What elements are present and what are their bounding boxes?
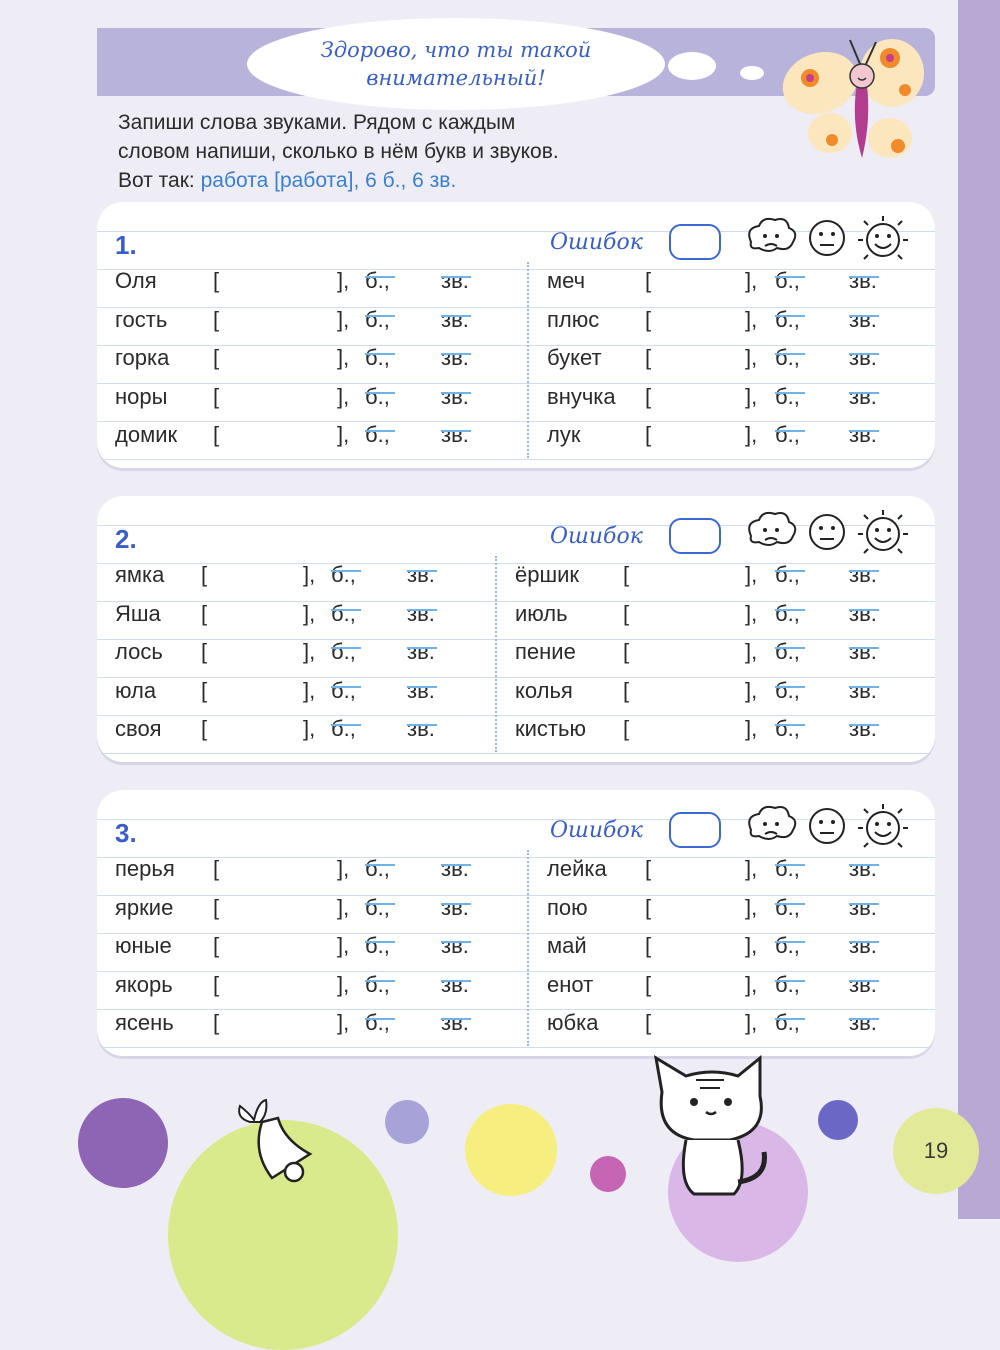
exercise-row xyxy=(97,710,935,748)
exercise-row xyxy=(97,927,935,965)
letters-label: б., xyxy=(365,933,390,958)
word: гость xyxy=(115,306,168,332)
sounds-label: зв. xyxy=(849,639,877,664)
word: юные xyxy=(115,933,172,958)
errors-label: Ошибок xyxy=(550,230,643,255)
open-bracket: [ xyxy=(213,306,220,332)
open-bracket: [ xyxy=(645,894,652,920)
sounds-count[interactable] xyxy=(849,301,877,339)
exercise-row xyxy=(97,633,935,671)
letters-count[interactable] xyxy=(775,556,800,594)
sounds-count[interactable] xyxy=(849,710,877,748)
letters-label: б., xyxy=(365,422,390,447)
close-bracket: ], xyxy=(303,716,316,741)
open-bracket: [ xyxy=(623,600,630,626)
letters-label: б., xyxy=(331,562,356,587)
open-bracket: [ xyxy=(645,268,652,293)
sounds-blank[interactable] xyxy=(849,927,879,943)
errors-input[interactable] xyxy=(669,518,721,554)
sounds-blank[interactable] xyxy=(849,262,879,278)
sounds-blank[interactable] xyxy=(849,416,879,432)
sounds-label: зв. xyxy=(849,971,877,997)
letters-blank[interactable] xyxy=(775,966,805,982)
exercise-row xyxy=(97,1004,935,1042)
letters-count[interactable] xyxy=(775,416,800,454)
close-bracket: ], xyxy=(745,716,758,741)
decor-circle xyxy=(465,1104,557,1196)
letters-label: б., xyxy=(775,562,800,587)
sounds-label: зв. xyxy=(441,933,469,958)
letters-blank[interactable] xyxy=(775,556,805,572)
letters-label: б., xyxy=(365,345,390,370)
instruction-prefix: Вот так: xyxy=(118,169,195,192)
close-bracket: ], xyxy=(745,971,758,997)
close-bracket: ], xyxy=(337,345,350,370)
close-bracket: ], xyxy=(745,306,758,332)
letters-blank[interactable] xyxy=(775,595,805,611)
word: якорь xyxy=(115,971,173,997)
exercise-panel xyxy=(97,202,935,468)
word: ёршик xyxy=(515,562,580,587)
sounds-count[interactable] xyxy=(849,595,877,633)
cloud-mood-icon[interactable] xyxy=(749,513,795,545)
exercise-panel xyxy=(97,496,935,762)
letters-count[interactable] xyxy=(775,595,800,633)
open-bracket: [ xyxy=(213,422,220,447)
open-bracket: [ xyxy=(645,422,652,447)
letters-count[interactable] xyxy=(775,889,800,927)
sounds-label: зв. xyxy=(441,856,469,881)
open-bracket: [ xyxy=(645,971,652,997)
errors-input[interactable] xyxy=(669,812,721,848)
sounds-blank[interactable] xyxy=(849,556,879,572)
close-bracket: ], xyxy=(337,856,350,881)
letters-blank[interactable] xyxy=(775,927,805,943)
sounds-label: зв. xyxy=(441,383,469,409)
exercise-row xyxy=(97,416,935,454)
close-bracket: ], xyxy=(745,345,758,370)
errors-label: Ошибок xyxy=(550,818,643,843)
close-bracket: ], xyxy=(337,306,350,332)
letters-blank[interactable] xyxy=(775,339,805,355)
close-bracket: ], xyxy=(337,894,350,920)
sounds-label: зв. xyxy=(849,383,877,409)
letters-label: б., xyxy=(775,856,800,881)
open-bracket: [ xyxy=(213,971,220,997)
sounds-count[interactable] xyxy=(849,966,877,1004)
sounds-label: зв. xyxy=(849,268,877,293)
sounds-count[interactable] xyxy=(849,850,877,888)
sounds-blank[interactable] xyxy=(849,378,879,394)
close-bracket: ], xyxy=(745,677,758,703)
letters-label: б., xyxy=(775,971,800,997)
letters-label: б., xyxy=(775,639,800,664)
letters-blank[interactable] xyxy=(775,378,805,394)
page-number: 19 xyxy=(893,1108,979,1194)
sounds-count[interactable] xyxy=(849,1004,877,1042)
open-bracket: [ xyxy=(201,639,208,664)
neutral-face-icon[interactable] xyxy=(810,809,844,843)
word: Яша xyxy=(115,600,161,626)
instruction xyxy=(118,108,559,195)
sounds-count[interactable] xyxy=(849,889,877,927)
close-bracket: ], xyxy=(303,600,316,626)
sounds-blank[interactable] xyxy=(849,850,879,866)
sounds-blank[interactable] xyxy=(849,672,879,688)
word: меч xyxy=(547,268,586,293)
mood-icons xyxy=(743,508,923,561)
open-bracket: [ xyxy=(213,933,220,958)
letters-blank[interactable] xyxy=(775,416,805,432)
sounds-label: зв. xyxy=(441,971,469,997)
sounds-label: зв. xyxy=(849,1010,877,1035)
open-bracket: [ xyxy=(201,716,208,741)
letters-count[interactable] xyxy=(775,301,800,339)
word: перья xyxy=(115,856,175,881)
letters-count[interactable] xyxy=(775,966,800,1004)
exercise-row xyxy=(97,966,935,1004)
sounds-label: зв. xyxy=(407,716,435,741)
close-bracket: ], xyxy=(745,933,758,958)
word: букет xyxy=(547,345,602,370)
letters-label: б., xyxy=(775,1010,800,1035)
close-bracket: ], xyxy=(303,639,316,664)
open-bracket: [ xyxy=(623,639,630,664)
sounds-blank[interactable] xyxy=(849,1004,879,1020)
letters-count[interactable] xyxy=(775,850,800,888)
word: своя xyxy=(115,716,162,741)
exercise-number: 2. xyxy=(115,524,137,554)
cloud-dot xyxy=(668,52,716,80)
sounds-blank[interactable] xyxy=(849,889,879,905)
close-bracket: ], xyxy=(745,383,758,409)
sounds-label: зв. xyxy=(441,422,469,447)
letters-blank[interactable] xyxy=(775,672,805,688)
word: внучка xyxy=(547,383,616,409)
sounds-count[interactable] xyxy=(849,672,877,710)
letters-count[interactable] xyxy=(775,672,800,710)
word: ямка xyxy=(115,562,165,587)
close-bracket: ], xyxy=(303,677,316,703)
sounds-label: зв. xyxy=(849,677,877,703)
sounds-label: зв. xyxy=(849,716,877,741)
sounds-blank[interactable] xyxy=(849,339,879,355)
word: норы xyxy=(115,383,168,409)
sun-icon[interactable] xyxy=(858,510,908,553)
letters-label: б., xyxy=(775,677,800,703)
exercise-panel xyxy=(97,790,935,1056)
sounds-count[interactable] xyxy=(849,556,877,594)
close-bracket: ], xyxy=(745,268,758,293)
word: лук xyxy=(547,422,581,447)
letters-label: б., xyxy=(331,677,356,703)
word: лось xyxy=(115,639,163,664)
word: яркие xyxy=(115,894,174,920)
sounds-blank[interactable] xyxy=(849,710,879,726)
sounds-label: зв. xyxy=(849,306,877,332)
open-bracket: [ xyxy=(623,677,630,703)
letters-label: б., xyxy=(775,716,800,741)
open-bracket: [ xyxy=(213,894,220,920)
close-bracket: ], xyxy=(303,562,316,587)
exercise-row xyxy=(97,672,935,710)
exercise-row xyxy=(97,889,935,927)
sounds-label: зв. xyxy=(407,562,435,587)
letters-label: б., xyxy=(775,894,800,920)
open-bracket: [ xyxy=(213,383,220,409)
cat-icon xyxy=(650,1052,775,1202)
letters-label: б., xyxy=(775,345,800,370)
letters-blank[interactable] xyxy=(775,889,805,905)
open-bracket: [ xyxy=(213,1010,220,1035)
sounds-label: зв. xyxy=(407,600,435,626)
sun-icon[interactable] xyxy=(858,804,908,847)
decor-circle xyxy=(385,1100,429,1144)
bell-icon xyxy=(222,1082,332,1194)
sounds-label: зв. xyxy=(849,856,877,881)
cloud-mood-icon[interactable] xyxy=(749,219,795,251)
word: кистью xyxy=(515,716,586,741)
close-bracket: ], xyxy=(337,933,350,958)
open-bracket: [ xyxy=(201,562,208,587)
sounds-label: зв. xyxy=(441,306,469,332)
letters-count[interactable] xyxy=(775,710,800,748)
letters-count[interactable] xyxy=(775,262,800,300)
close-bracket: ], xyxy=(745,562,758,587)
cloud-dot xyxy=(740,66,764,80)
close-bracket: ], xyxy=(745,422,758,447)
open-bracket: [ xyxy=(645,345,652,370)
open-bracket: [ xyxy=(623,562,630,587)
close-bracket: ], xyxy=(745,856,758,881)
letters-count[interactable] xyxy=(775,633,800,671)
letters-label: б., xyxy=(331,716,356,741)
letters-label: б., xyxy=(775,268,800,293)
open-bracket: [ xyxy=(201,600,208,626)
open-bracket: [ xyxy=(213,345,220,370)
sounds-label: зв. xyxy=(849,422,877,447)
sounds-count[interactable] xyxy=(849,633,877,671)
close-bracket: ], xyxy=(745,600,758,626)
sounds-label: зв. xyxy=(441,345,469,370)
exercise-number: 1. xyxy=(115,230,137,260)
exercise-row xyxy=(97,262,935,300)
letters-label: б., xyxy=(365,856,390,881)
open-bracket: [ xyxy=(213,268,220,293)
word: горка xyxy=(115,345,170,370)
instruction-line-1: Запиши слова звуками. Рядом с каждым xyxy=(118,111,516,134)
word: енот xyxy=(547,971,594,997)
sounds-label: зв. xyxy=(441,268,469,293)
errors-label: Ошибок xyxy=(550,524,643,549)
open-bracket: [ xyxy=(645,856,652,881)
sun-icon[interactable] xyxy=(858,216,908,259)
close-bracket: ], xyxy=(745,1010,758,1035)
letters-label: б., xyxy=(331,600,356,626)
letters-label: б., xyxy=(775,600,800,626)
word: плюс xyxy=(547,306,600,332)
exercise-number: 3. xyxy=(115,818,137,848)
sounds-count[interactable] xyxy=(849,262,877,300)
sounds-blank[interactable] xyxy=(849,633,879,649)
word: май xyxy=(547,933,587,958)
open-bracket: [ xyxy=(645,306,652,332)
cloud-mood-icon[interactable] xyxy=(749,807,795,839)
close-bracket: ], xyxy=(337,971,350,997)
exercise-row xyxy=(97,378,935,416)
word: юла xyxy=(115,677,157,703)
exercise-row xyxy=(97,301,935,339)
letters-count[interactable] xyxy=(775,378,800,416)
decor-circle xyxy=(590,1156,626,1192)
letters-label: б., xyxy=(775,422,800,447)
instruction-line-2: словом напиши, сколько в нём букв и звуков. xyxy=(118,140,559,163)
word: пение xyxy=(515,639,576,664)
letters-blank[interactable] xyxy=(775,710,805,726)
praise-line-2: внимательный! xyxy=(366,66,546,90)
sounds-blank[interactable] xyxy=(849,966,879,982)
sounds-label: зв. xyxy=(407,639,435,664)
letters-blank[interactable] xyxy=(775,850,805,866)
word: домик xyxy=(115,422,178,447)
letters-label: б., xyxy=(365,1010,390,1035)
instruction-example: работа [работа], 6 б., 6 зв. xyxy=(200,169,457,192)
letters-blank[interactable] xyxy=(775,262,805,278)
sounds-count[interactable] xyxy=(849,378,877,416)
letters-count[interactable] xyxy=(775,1004,800,1042)
sounds-label: зв. xyxy=(849,933,877,958)
errors-input[interactable] xyxy=(669,224,721,260)
exercise-row xyxy=(97,556,935,594)
word: юбка xyxy=(547,1010,599,1035)
sounds-label: зв. xyxy=(849,345,877,370)
letters-label: б., xyxy=(775,933,800,958)
letters-blank[interactable] xyxy=(775,301,805,317)
letters-label: б., xyxy=(365,306,390,332)
letters-blank[interactable] xyxy=(775,633,805,649)
open-bracket: [ xyxy=(213,856,220,881)
sounds-count[interactable] xyxy=(849,927,877,965)
letters-count[interactable] xyxy=(775,339,800,377)
exercise-row xyxy=(97,595,935,633)
open-bracket: [ xyxy=(645,383,652,409)
word: ясень xyxy=(115,1010,174,1035)
instruction-line-3 xyxy=(118,166,559,195)
sounds-label: зв. xyxy=(849,894,877,920)
letters-label: б., xyxy=(775,306,800,332)
close-bracket: ], xyxy=(745,639,758,664)
close-bracket: ], xyxy=(337,1010,350,1035)
exercise-row xyxy=(97,339,935,377)
close-bracket: ], xyxy=(337,268,350,293)
sounds-label: зв. xyxy=(441,894,469,920)
butterfly-icon xyxy=(780,28,930,168)
neutral-face-icon[interactable] xyxy=(810,515,844,549)
sounds-blank[interactable] xyxy=(849,301,879,317)
letters-blank[interactable] xyxy=(775,1004,805,1020)
sounds-count[interactable] xyxy=(849,339,877,377)
word: пою xyxy=(547,894,588,920)
side-stripe xyxy=(958,0,1000,1219)
sounds-blank[interactable] xyxy=(849,595,879,611)
letters-label: б., xyxy=(365,971,390,997)
mood-icons xyxy=(743,214,923,267)
praise-bubble xyxy=(247,18,665,110)
sounds-count[interactable] xyxy=(849,416,877,454)
letters-count[interactable] xyxy=(775,927,800,965)
open-bracket: [ xyxy=(623,716,630,741)
letters-label: б., xyxy=(365,383,390,409)
sounds-label: зв. xyxy=(407,677,435,703)
word: июль xyxy=(515,600,568,626)
neutral-face-icon[interactable] xyxy=(810,221,844,255)
sounds-label: зв. xyxy=(441,1010,469,1035)
letters-label: б., xyxy=(331,639,356,664)
open-bracket: [ xyxy=(645,1010,652,1035)
letters-label: б., xyxy=(365,894,390,920)
open-bracket: [ xyxy=(201,677,208,703)
word: лейка xyxy=(547,856,607,881)
letters-label: б., xyxy=(775,383,800,409)
close-bracket: ], xyxy=(337,383,350,409)
close-bracket: ], xyxy=(337,422,350,447)
sounds-label: зв. xyxy=(849,562,877,587)
mood-icons xyxy=(743,802,923,855)
decor-circle xyxy=(78,1098,168,1188)
open-bracket: [ xyxy=(645,933,652,958)
sounds-label: зв. xyxy=(849,600,877,626)
word: колья xyxy=(515,677,573,703)
exercise-row xyxy=(97,850,935,888)
word: Оля xyxy=(115,268,157,293)
letters-label: б., xyxy=(365,268,390,293)
decor-circle xyxy=(818,1100,858,1140)
praise-line-1: Здорово, что ты такой xyxy=(320,38,592,62)
close-bracket: ], xyxy=(745,894,758,920)
